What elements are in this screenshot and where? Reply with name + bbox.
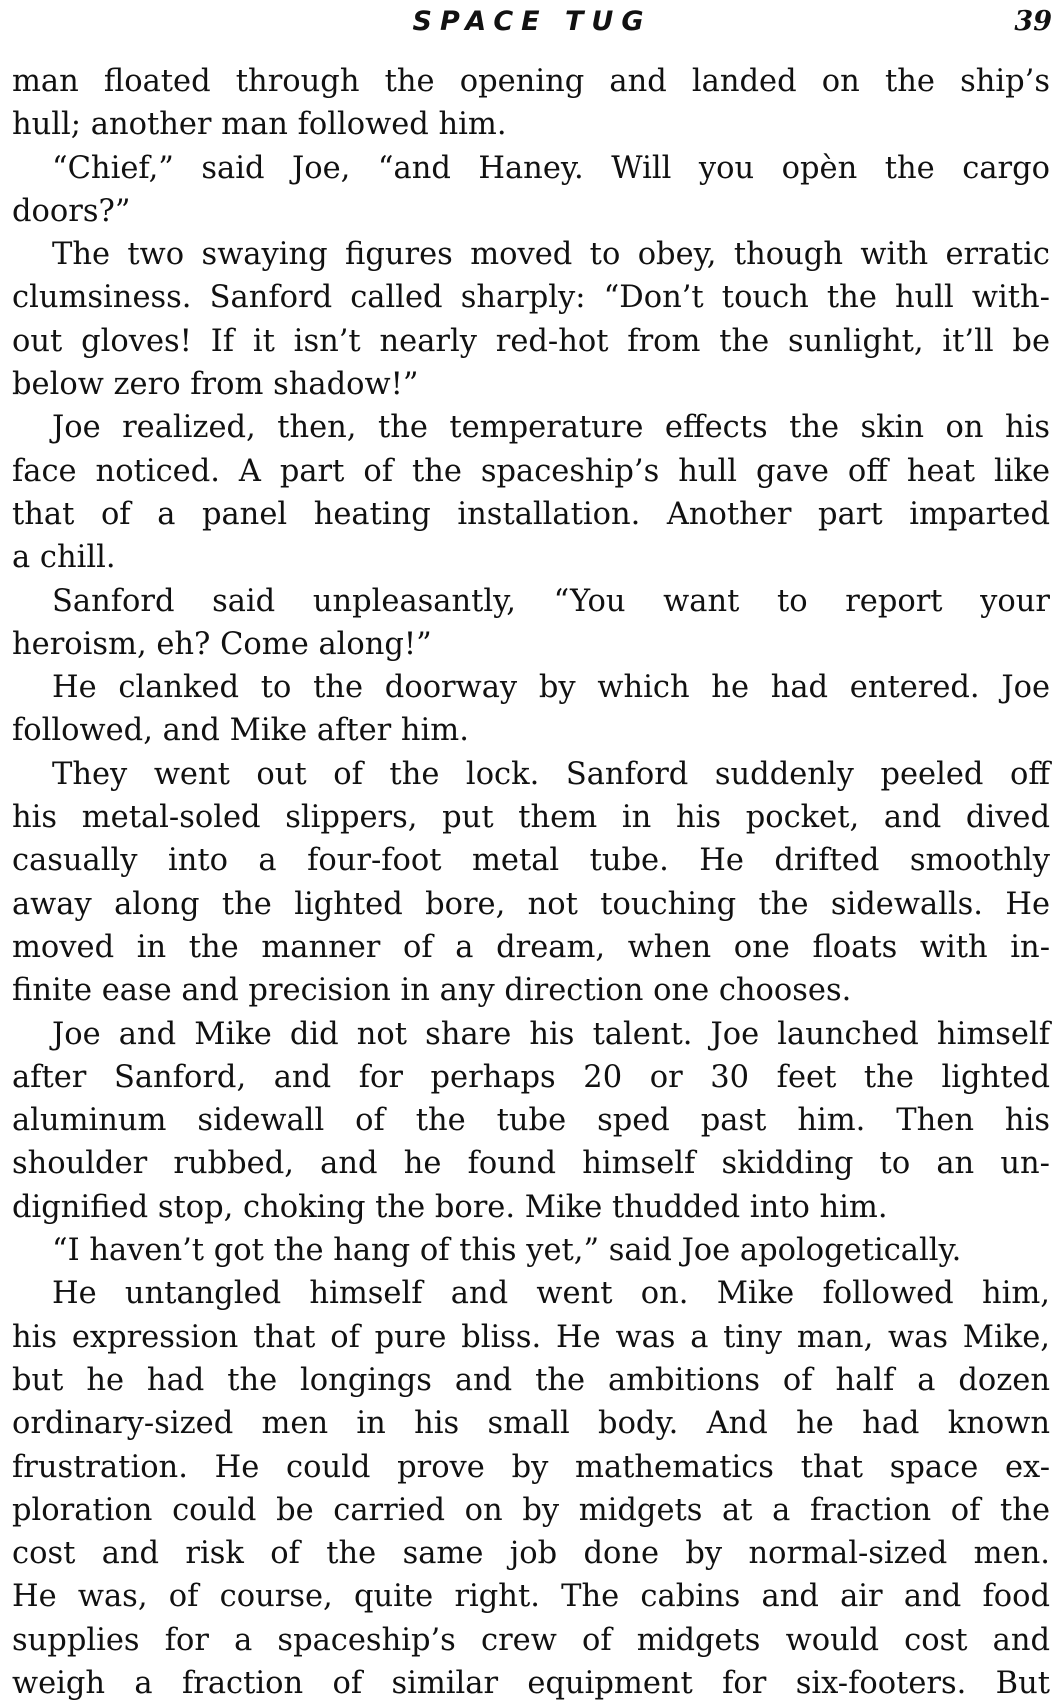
text-line: that of a panel heating installation. Another part imparted <box>12 496 1050 532</box>
text-line: Joe realized, then, the temperature effects the skin on his <box>52 410 1050 446</box>
text-line: cost and risk of the same job done by normal-sized men. <box>12 1536 1050 1572</box>
text-line: aluminum sidewall of the tube sped past him. Then his <box>12 1103 1050 1139</box>
text-line: Sanford said unpleasantly, “You want to report your <box>52 583 1050 619</box>
text-line: heroism, eh? Come along!” <box>12 626 432 662</box>
text-line: He clanked to the doorway by which he had entered. Joe <box>52 670 1050 706</box>
text-line: a chill. <box>12 540 116 576</box>
running-head <box>12 6 1052 46</box>
page-number: 39 <box>1014 6 1052 37</box>
text-line: They went out of the lock. Sanford suddenly peeled off <box>52 756 1050 792</box>
text-line: dignified stop, choking the bore. Mike thudded into him. <box>12 1189 888 1225</box>
text-line: clumsiness. Sanford called sharply: “Don’t touch the hull with- <box>12 280 1050 316</box>
text-line: He untangled himself and went on. Mike followed him, <box>52 1276 1050 1312</box>
text-line: He was, of course, quite right. The cabins and air and food <box>12 1579 1050 1615</box>
text-line: shoulder rubbed, and he found himself skidding to an un- <box>12 1146 1050 1182</box>
text-line: Joe and Mike did not share his talent. Joe launched himself <box>52 1016 1050 1052</box>
text-line: The two swaying figures moved to obey, though with erratic <box>52 237 1050 273</box>
text-line: doors?” <box>12 193 131 229</box>
text-line: out gloves! If it isn’t nearly red-hot from the sunlight, it’ll be <box>12 323 1050 359</box>
body-text <box>12 60 1050 1705</box>
running-title: SPACE TUG <box>412 6 652 37</box>
text-line: face noticed. A part of the spaceship’s hull gave off heat like <box>12 453 1050 489</box>
text-line: his metal-soled slippers, put them in his pocket, and dived <box>12 800 1050 836</box>
text-line: away along the lighted bore, not touching the sidewalls. He <box>12 886 1050 922</box>
text-line: followed, and Mike after him. <box>12 713 469 749</box>
text-line: frustration. He could prove by mathematics that space ex- <box>12 1449 1050 1485</box>
text-line: ploration could be carried on by midgets at a fraction of the <box>12 1492 1050 1528</box>
text-line: ordinary-sized men in his small body. And he had known <box>12 1406 1050 1442</box>
text-line: his expression that of pure bliss. He was a tiny man, was Mike, <box>12 1319 1050 1355</box>
text-line: man floated through the opening and landed on the ship’s <box>12 64 1050 99</box>
text-line: weigh a fraction of similar equipment for six-footers. But <box>12 1665 1050 1701</box>
text-line: hull; another man followed him. <box>12 107 507 143</box>
text-line: “I haven’t got the hang of this yet,” said Joe apologetically. <box>52 1233 962 1269</box>
text-line: casually into a four-foot metal tube. He drifted smoothly <box>12 843 1050 879</box>
text-line: below zero from shadow!” <box>12 367 419 403</box>
text-line: but he had the longings and the ambitions of half a dozen <box>12 1362 1050 1398</box>
text-line: moved in the manner of a dream, when one floats with in- <box>12 929 1050 965</box>
text-line: after Sanford, and for perhaps 20 or 30 feet the lighted <box>12 1059 1050 1095</box>
text-line: finite ease and precision in any direction one chooses. <box>12 973 852 1009</box>
text-line: “Chief,” said Joe, “and Haney. Will you opèn the cargo <box>52 150 1050 186</box>
text-line: supplies for a spaceship’s crew of midgets would cost and <box>12 1622 1050 1658</box>
